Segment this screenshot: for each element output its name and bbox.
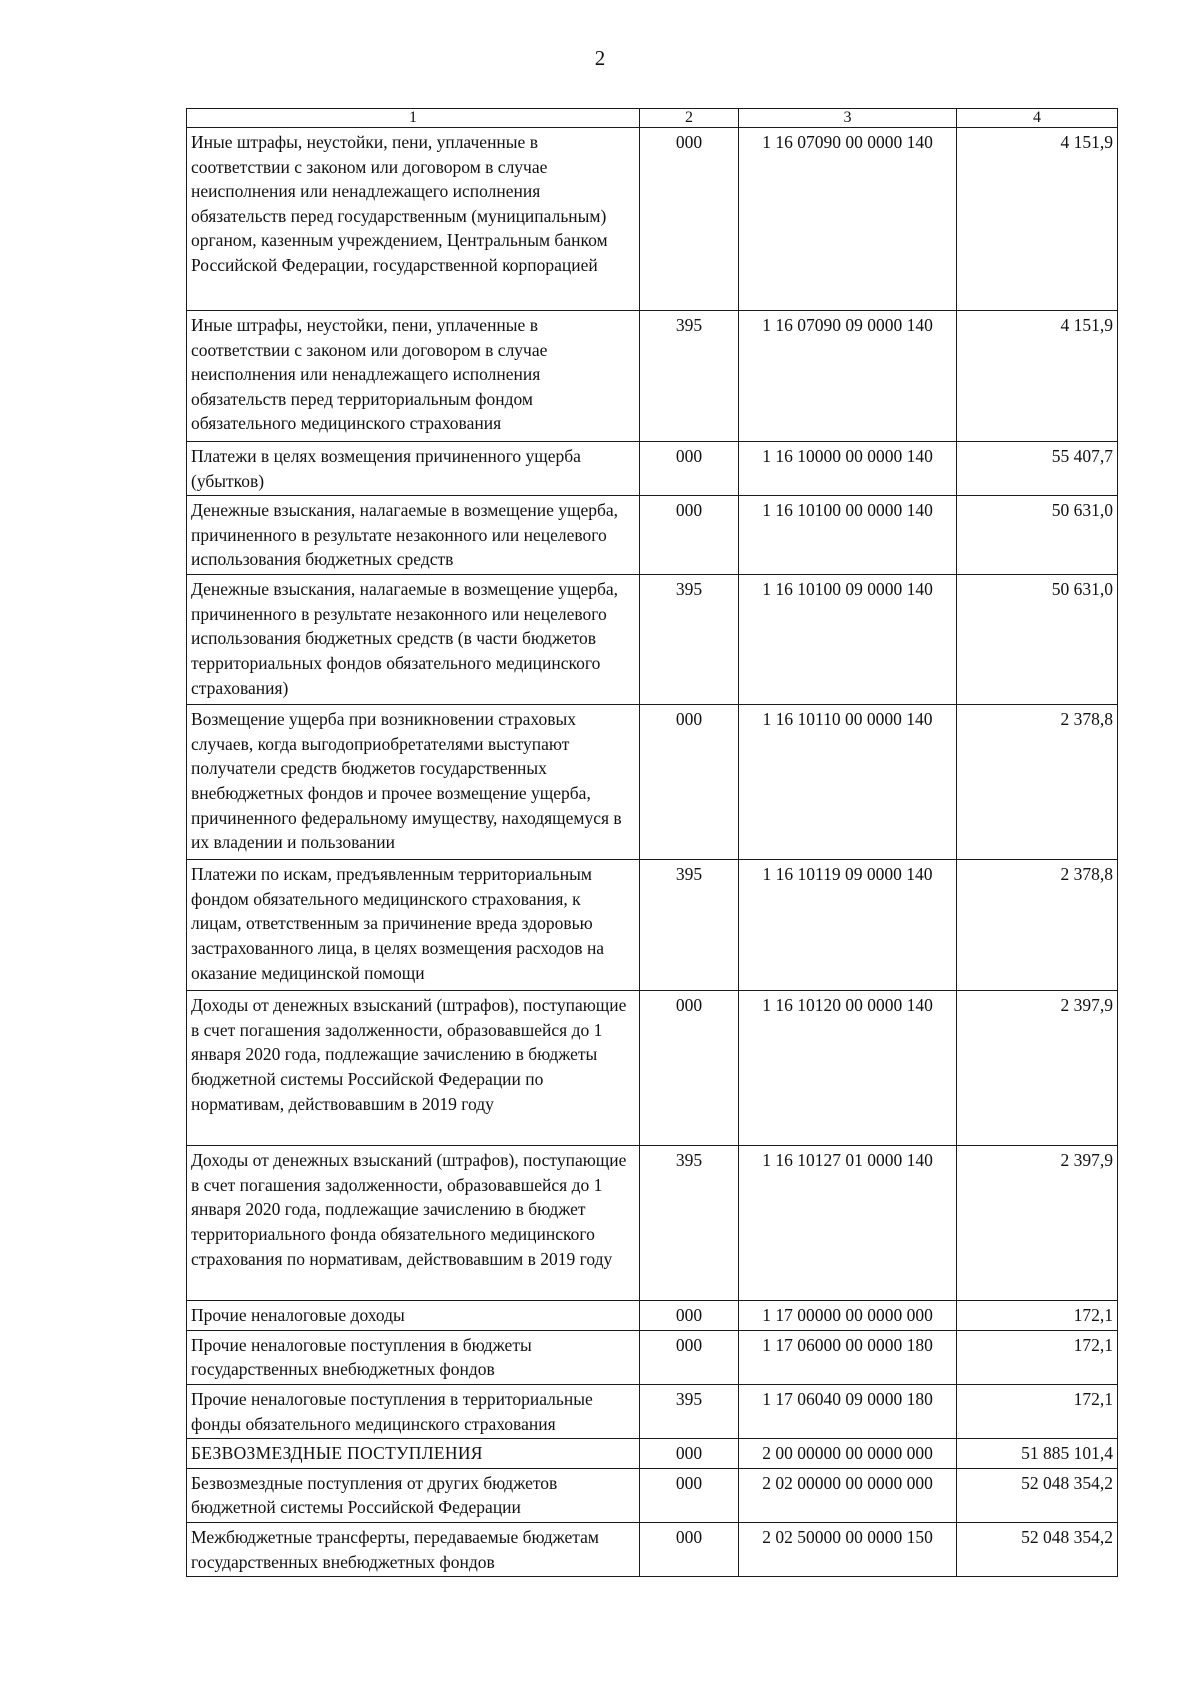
page-number: 2: [594, 46, 606, 70]
table-row: [187, 860, 1118, 991]
table-row: [187, 496, 1118, 575]
row-amount: 51 885 101,4: [957, 1439, 1118, 1469]
row-admin-code: 395: [640, 311, 739, 442]
row-classification-code: 1 16 10100 09 0000 140: [739, 575, 957, 705]
row-classification-code: 1 16 10120 00 0000 140: [739, 991, 957, 1146]
table-row: [187, 1301, 1118, 1331]
row-classification-code: 1 16 10100 00 0000 140: [739, 496, 957, 575]
header-col-3: 3: [739, 109, 957, 128]
row-classification-code: 2 02 50000 00 0000 150: [739, 1522, 957, 1576]
row-admin-code: 000: [640, 496, 739, 575]
row-classification-code: 2 02 00000 00 0000 000: [739, 1468, 957, 1522]
row-admin-code: 000: [640, 128, 739, 311]
row-name: Денежные взыскания, налагаемые в возмещение ущерба, причиненного в результате незаконного или нецелевого использования бюджетных средств: [187, 496, 640, 575]
table-row: [187, 991, 1118, 1146]
row-name: БЕЗВОЗМЕЗДНЫЕ ПОСТУПЛЕНИЯ: [187, 1439, 640, 1469]
row-name: Денежные взыскания, налагаемые в возмещение ущерба, причиненного в результате незаконного или нецелевого использования бюджетных средств (в части бюджетов территориальных фондов обязательного медицинского страхования): [187, 575, 640, 705]
row-name: Платежи по искам, предъявленным территориальным фондом обязательного медицинского страхования, к лицам, ответственным за причинение вреда здоровью застрахованного лица, в целях возмещения расходов на оказание медицинской помощи: [187, 860, 640, 991]
table-row: [187, 442, 1118, 496]
row-admin-code: 000: [640, 991, 739, 1146]
row-admin-code: 000: [640, 705, 739, 860]
row-amount: 172,1: [957, 1330, 1118, 1384]
row-classification-code: 1 16 10119 09 0000 140: [739, 860, 957, 991]
row-classification-code: 1 16 10000 00 0000 140: [739, 442, 957, 496]
row-amount: 4 151,9: [957, 311, 1118, 442]
row-admin-code: 395: [640, 1146, 739, 1301]
row-classification-code: 1 16 10110 00 0000 140: [739, 705, 957, 860]
table-row: [187, 705, 1118, 860]
row-admin-code: 395: [640, 575, 739, 705]
header-col-4: 4: [957, 109, 1118, 128]
row-admin-code: 000: [640, 1468, 739, 1522]
row-name: Доходы от денежных взысканий (штрафов), поступающие в счет погашения задолженности, образовавшейся до 1 января 2020 года, подлежащие зачислению в бюджеты бюджетной системы Российской Федерации по нормативам, действовавшим в 2019 году: [187, 991, 640, 1146]
row-name: Прочие неналоговые поступления в бюджеты государственных внебюджетных фондов: [187, 1330, 640, 1384]
row-amount: 2 397,9: [957, 991, 1118, 1146]
row-amount: 52 048 354,2: [957, 1522, 1118, 1576]
row-name: Безвозмездные поступления от других бюджетов бюджетной системы Российской Федерации: [187, 1468, 640, 1522]
header-col-1: 1: [187, 109, 640, 128]
table-row: [187, 1146, 1118, 1301]
row-amount: 52 048 354,2: [957, 1468, 1118, 1522]
row-name: Межбюджетные трансферты, передаваемые бюджетам государственных внебюджетных фондов: [187, 1522, 640, 1576]
header-col-2: 2: [640, 109, 739, 128]
row-name: Платежи в целях возмещения причиненного ущерба (убытков): [187, 442, 640, 496]
table-row: [187, 1468, 1118, 1522]
row-classification-code: 1 17 06040 09 0000 180: [739, 1384, 957, 1438]
row-admin-code: 395: [640, 1384, 739, 1438]
row-admin-code: 000: [640, 1301, 739, 1331]
row-name: Возмещение ущерба при возникновении страховых случаев, когда выгодоприобретателями выступают получатели средств бюджетов государственных внебюджетных фондов и прочее возмещение ущерба, причиненного федеральному имуществу, находящемуся в их владении и пользовании: [187, 705, 640, 860]
table-row: [187, 1522, 1118, 1576]
table-row: [187, 1439, 1118, 1469]
row-name: Прочие неналоговые поступления в территориальные фонды обязательного медицинского страхования: [187, 1384, 640, 1438]
row-amount: 50 631,0: [957, 496, 1118, 575]
row-name: Прочие неналоговые доходы: [187, 1301, 640, 1331]
table-row: [187, 1330, 1118, 1384]
row-amount: 2 378,8: [957, 705, 1118, 860]
row-admin-code: 000: [640, 1330, 739, 1384]
row-amount: 55 407,7: [957, 442, 1118, 496]
row-name: Иные штрафы, неустойки, пени, уплаченные в соответствии с законом или договором в случае неисполнения или ненадлежащего исполнения обязательств перед территориальным фондом обязательного медицинского страхования: [187, 311, 640, 442]
table-header-row: [187, 109, 1118, 128]
row-admin-code: 000: [640, 1439, 739, 1469]
row-classification-code: 1 17 00000 00 0000 000: [739, 1301, 957, 1331]
row-amount: 4 151,9: [957, 128, 1118, 311]
row-classification-code: 1 16 10127 01 0000 140: [739, 1146, 957, 1301]
row-classification-code: 2 00 00000 00 0000 000: [739, 1439, 957, 1469]
row-classification-code: 1 16 07090 00 0000 140: [739, 128, 957, 311]
row-amount: 2 378,8: [957, 860, 1118, 991]
row-classification-code: 1 17 06000 00 0000 180: [739, 1330, 957, 1384]
row-admin-code: 000: [640, 1522, 739, 1576]
row-name: Иные штрафы, неустойки, пени, уплаченные в соответствии с законом или договором в случае неисполнения или ненадлежащего исполнения обязательств перед государственным (муниципальным) органом, казенным учреждением, Центральным банком Российской Федерации, государственной корпорацией: [187, 128, 640, 311]
row-admin-code: 000: [640, 442, 739, 496]
row-name: Доходы от денежных взысканий (штрафов), поступающие в счет погашения задолженности, образовавшейся до 1 января 2020 года, подлежащие зачислению в бюджет территориального фонда обязательного медицинского страхования по нормативам, действовавшим в 2019 году: [187, 1146, 640, 1301]
row-amount: 50 631,0: [957, 575, 1118, 705]
revenue-table: [186, 108, 1118, 1577]
table-row: [187, 128, 1118, 311]
row-classification-code: 1 16 07090 09 0000 140: [739, 311, 957, 442]
table-row: [187, 1384, 1118, 1438]
row-admin-code: 395: [640, 860, 739, 991]
row-amount: 2 397,9: [957, 1146, 1118, 1301]
row-amount: 172,1: [957, 1384, 1118, 1438]
table-row: [187, 575, 1118, 705]
row-amount: 172,1: [957, 1301, 1118, 1331]
table-row: [187, 311, 1118, 442]
